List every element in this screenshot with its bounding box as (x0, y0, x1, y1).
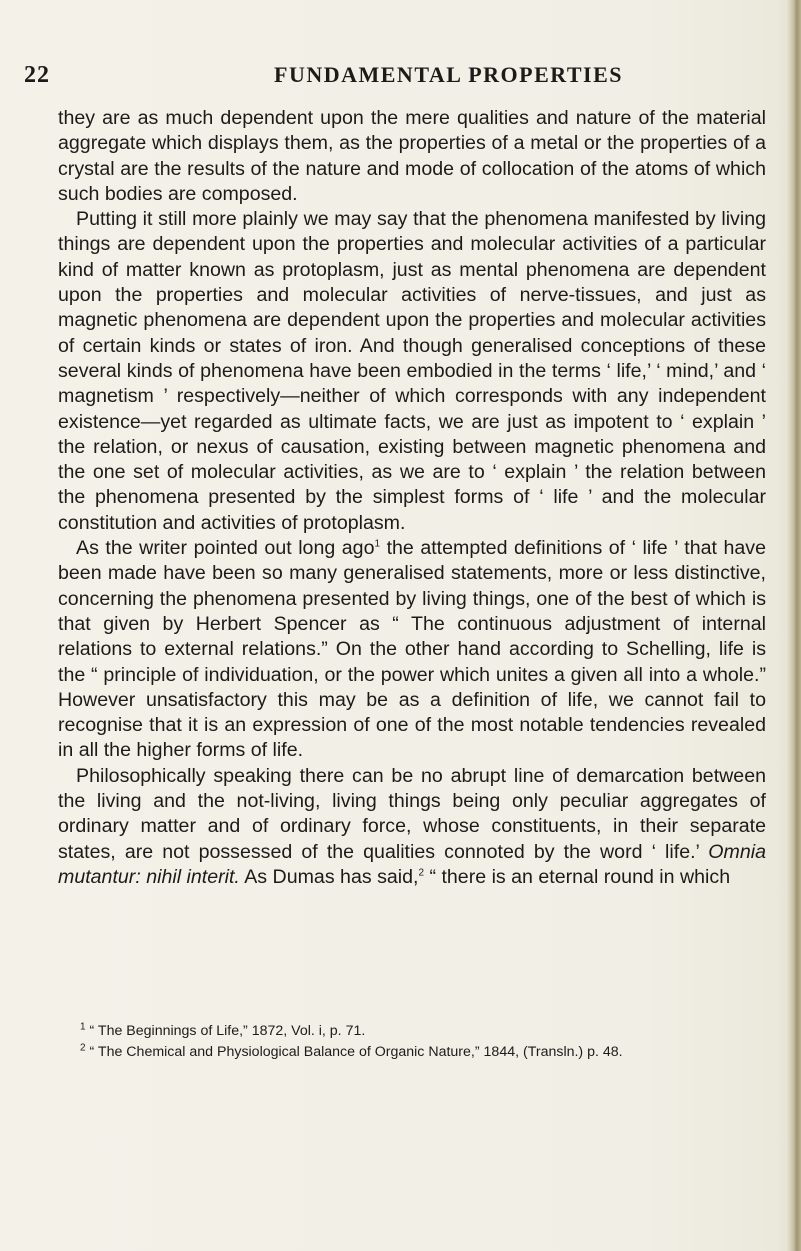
page-edge (787, 0, 801, 1251)
footnote-2 (58, 1042, 764, 1063)
footnote-ref-1[interactable]: 1 (374, 538, 381, 550)
footnotes (58, 1021, 764, 1063)
footnote-1-text: “ The Beginnings of Life,” 1872, Vol. i, p. 71. (85, 1023, 366, 1039)
paragraph-3-text-a: As the writer pointed out long ago (76, 537, 375, 560)
latin-quote: Omnia mutantur: nihil interit. (58, 840, 766, 888)
paragraph-4-text-b: As Dumas has said, (239, 865, 419, 888)
footnote-1 (58, 1021, 764, 1042)
paragraph-4 (58, 764, 766, 890)
paragraph-3 (58, 536, 766, 764)
footnote-2-text: “ The Chemical and Physiological Balance of Organic Nature,” 1844, (Transln.) p. 48. (85, 1044, 623, 1060)
paragraph-1: they are as much dependent upon the mere qualities and nature of the material aggregate which displays them, as the properties of a metal or the properties of a crystal are the results of the nature and mode of collocation of the atoms of which such bodies are composed. (58, 107, 766, 205)
footnote-mark-1: 1 (80, 1021, 86, 1033)
paragraph-4-text-c: “ there is an eternal round in which (424, 865, 731, 888)
page-header (24, 62, 784, 92)
body-text (58, 106, 766, 890)
footnote-ref-2[interactable]: 2 (418, 867, 425, 879)
running-title: FUNDAMENTAL PROPERTIES (274, 62, 624, 87)
footnote-mark-2: 2 (80, 1042, 86, 1054)
paragraph-2: Putting it still more plainly we may say that the phenomena manifested by living things are dependent upon the properties and molecular activities of a particular kind of matter known as protoplasm, just as mental phenomena are dependent upon the properties and molecular activities of nerve-tissues, and just as magnetic phenomena are dependent upon the properties and molecular activities of certain kinds or states of iron. And though generalised conceptions of these several kinds of phenomena have been embodied in the terms ‘ life,’ ‘ mind,’ and ‘ magnetism ’ respectively—neither of which corresponds with any independent existence—yet regarded as ultimate facts, we are just as impotent to ‘ explain ’ the relation, or nexus of causation, existing between magnetic phenomena and the one set of molecular activities, as we are to ‘ explain ’ the relation between the phenomena presented by the simplest forms of ‘ life ’ and the molecular constitution and activities of protoplasm. (58, 208, 766, 534)
page-number: 22 (24, 62, 50, 88)
paragraph-4-text-a: Philosophically speaking there can be no abrupt line of demarcation between the living and the not-living, living things being only peculiar aggregates of ordinary matter and of ordinary force, whose constituents, in their separate states, are not possessed of the qualities connoted by the word ‘ life.’ (58, 764, 766, 863)
paragraph-3-text-b: the attempted definitions of ‘ life ’ that have been made have been so many generalised statements, more or less distinctive, concerning the phenomena presented by living things, one of the best of which is that given by Herbert Spencer as “ The continuous adjustment of internal relations to external relations.” On the other hand according to Schelling, life is the “ principle of individuation, or the power which unites a given all into a whole.” However unsatisfactory this may be as a definition of life, we cannot fail to recognise that it is an expression of one of the most notable tendencies revealed in all the higher forms of life. (58, 537, 766, 762)
